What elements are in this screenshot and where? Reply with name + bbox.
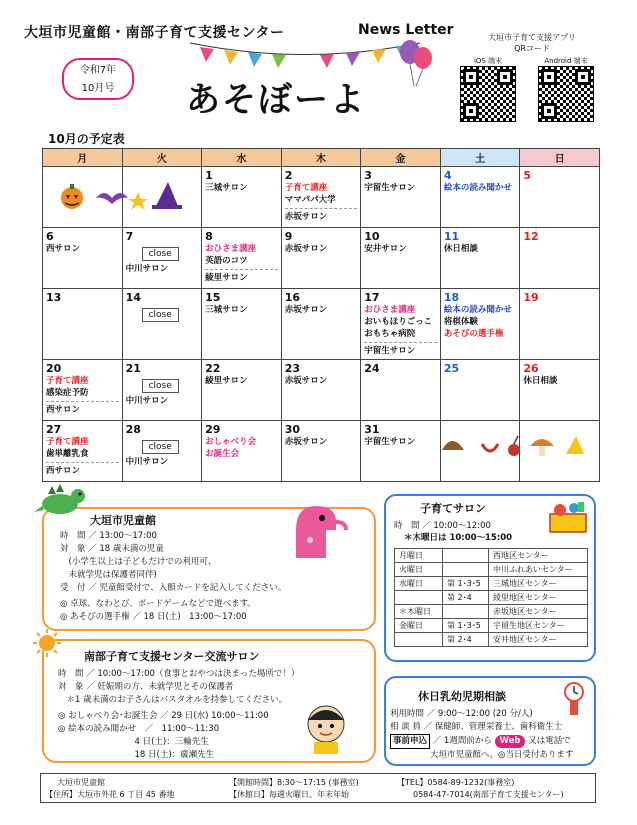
day-number: 20 — [46, 362, 62, 375]
calendar-day-cell — [43, 228, 123, 289]
salon-table-cell: 宇留生地区センター — [489, 619, 588, 633]
closed-badge: close — [142, 247, 179, 261]
calendar-event: 子育て講座 — [284, 183, 328, 193]
day-number: 25 — [443, 362, 460, 375]
apply-badge: 事前申込 — [390, 734, 430, 749]
calendar-event: 西サロン — [46, 405, 81, 415]
calendar-day-cell — [361, 228, 441, 289]
issue-badge — [62, 58, 134, 100]
web-link[interactable]: Web — [495, 735, 526, 748]
calendar-event: おひさま講座 — [205, 244, 257, 254]
calendar-event: あそびの選手権 — [443, 329, 504, 339]
kyujitsu-apply-row — [390, 734, 573, 749]
calendar-day-cell — [520, 228, 600, 289]
weekday-header-row — [43, 149, 600, 167]
calendar-day-cell — [202, 289, 282, 360]
salon-table-cell: 中川ふれあいセンター — [489, 563, 588, 577]
weekday-tue: 火 — [122, 149, 202, 167]
day-number: 27 — [46, 423, 62, 436]
salon-table-cell — [443, 605, 489, 619]
day-number: 22 — [205, 362, 221, 375]
calendar-event: 中川サロン — [125, 264, 169, 274]
kyujitsu-details — [390, 708, 573, 762]
nanbu-line: 時 間 ／ 10:00～17:00（食事とおやつは決まった場所で！） — [58, 669, 300, 679]
salon-table-cell: 月曜日 — [395, 549, 443, 563]
calendar-day-cell — [361, 289, 441, 360]
salon-table-cell: 金曜日 — [395, 619, 443, 633]
halloween-decoration — [56, 178, 186, 212]
salon-table-cell: ＊木曜日 — [395, 605, 443, 619]
calendar-day-cell — [440, 289, 520, 360]
newsletter-title: News Letter — [358, 22, 454, 38]
calendar-event: ママパパ大学 — [284, 195, 336, 205]
calendar-event: 子育て講座 — [46, 376, 89, 386]
calendar-event: 将棋体験 — [443, 317, 478, 327]
qr-code-ios[interactable] — [460, 66, 516, 122]
calendar-day-cell — [281, 360, 361, 421]
sun-icon — [32, 628, 62, 658]
nanbu-line: 4 日(土)：三輪先生 — [58, 737, 209, 747]
day-number: 19 — [523, 291, 539, 304]
calendar-event: おもちゃ病院 — [364, 329, 416, 339]
salon-table-cell: 第 1･3･5 — [443, 619, 489, 633]
calendar-event: 三城サロン — [205, 305, 248, 315]
calendar-day-cell — [43, 289, 123, 360]
calendar-event: 宇留生サロン — [364, 183, 416, 193]
weekday-sun: 日 — [520, 149, 600, 167]
calendar-event: 赤坂サロン — [284, 212, 328, 222]
qr-title: 大垣市子育て支援アプリ — [488, 33, 576, 42]
calendar-day-cell — [122, 228, 202, 289]
jidokan-line: (小学生以上は子どもだけでの利用可、 — [60, 557, 217, 567]
day-number: 10 — [364, 230, 380, 243]
nanbu-title: 南部子育て支援センター交流サロン — [84, 650, 260, 663]
calendar-day-cell — [43, 360, 123, 421]
jidokan-line: 時 間 ／ 13:00～17:00 — [60, 531, 157, 541]
calendar-day-cell — [520, 360, 600, 421]
day-number: 18 — [443, 291, 460, 304]
calendar-day-cell — [361, 167, 441, 228]
pink-dinosaur-icon — [286, 500, 350, 560]
jidokan-line: ◎ あそびの選手権 ／ 18 日(土) 13:00～17:00 — [60, 612, 247, 622]
day-number: 16 — [284, 291, 300, 304]
calendar-day-cell — [202, 167, 282, 228]
salon-table-row — [395, 633, 588, 647]
salon-table-cell: 第 2･4 — [443, 591, 489, 605]
salon-table-cell — [395, 633, 443, 647]
day-number: 1 — [205, 169, 213, 182]
calendar-event: 休日相談 — [523, 376, 558, 386]
calendar-day-cell — [361, 421, 441, 482]
kyujitsu-staff: 相 談 員 ／ 保健師、管理栄養士、歯科衛生士 — [390, 722, 563, 732]
footer — [40, 773, 596, 803]
closed-badge: close — [142, 440, 179, 454]
closed-badge: close — [142, 379, 179, 393]
jidokan-line: 対 象 ／ 18 歳未満の児童 — [60, 544, 164, 554]
calendar-event: おいもほりごっこ — [364, 317, 433, 327]
calendar-event: 中川サロン — [125, 457, 169, 467]
footer-hours: 【開館時間】8:30～17:15 (事務室) — [229, 778, 359, 787]
calendar-day-cell — [122, 289, 202, 360]
newsletter-logo: あそぼーよ — [186, 80, 366, 120]
day-number: 5 — [523, 169, 532, 182]
apply-text-a: ／ 1週間前から — [432, 736, 492, 746]
dinosaur-icon — [32, 482, 88, 518]
day-number: 28 — [125, 423, 141, 436]
calendar-event: 宇留生サロン — [364, 437, 416, 447]
weekday-sat: 土 — [440, 149, 520, 167]
calendar-event: 感染症予防 — [46, 388, 89, 398]
calendar-event: 綾里サロン — [205, 376, 248, 386]
day-number: 14 — [125, 291, 141, 304]
calendar-event: 安井サロン — [364, 244, 407, 254]
salon-table-row — [395, 563, 588, 577]
day-number: 24 — [364, 362, 380, 375]
salon-table-row — [395, 591, 588, 605]
calendar-day-cell — [122, 421, 202, 482]
day-number: 29 — [205, 423, 221, 436]
closed-badge: close — [142, 308, 179, 322]
day-number: 2 — [284, 169, 293, 182]
balloons-icon — [396, 38, 436, 88]
apply-text-b: 又は電話で — [528, 736, 571, 746]
weekday-mon: 月 — [43, 149, 123, 167]
day-number: 15 — [205, 291, 221, 304]
autumn-decoration — [438, 428, 586, 460]
weekday-wed: 水 — [202, 149, 282, 167]
jidokan-line: ◎ 卓球、なわとび、ボードゲームなどで遊べます。 — [60, 599, 256, 609]
salon-table-cell: 第 2･4 — [443, 633, 489, 647]
day-number: 17 — [364, 291, 380, 304]
day-number: 9 — [284, 230, 293, 243]
calendar-day-cell — [122, 360, 202, 421]
day-number: 26 — [523, 362, 539, 375]
calendar-event: 絵本の読み聞かせ — [443, 183, 512, 193]
calendar-day-cell — [281, 421, 361, 482]
calendar-event: 西サロン — [46, 244, 81, 254]
qr-code-android[interactable] — [538, 66, 594, 122]
qr-caption — [472, 32, 592, 54]
calendar-event: 中川サロン — [125, 396, 169, 406]
calendar-day-cell — [43, 421, 123, 482]
child-illustration-icon — [300, 700, 352, 756]
jidokan-line: 受 付 ／ 児童館受付で、入館カードを記入してください。 — [60, 583, 287, 593]
kosodate-salon-title: 子育てサロン — [420, 502, 486, 515]
salon-table-row — [395, 605, 588, 619]
calendar-day-cell — [202, 228, 282, 289]
nanbu-details — [58, 668, 299, 762]
calendar-day-cell — [520, 167, 600, 228]
calendar-event: 赤坂サロン — [284, 376, 328, 386]
salon-table-cell: 三城地区センター — [489, 577, 588, 591]
salon-table-cell: 綾里地区センター — [489, 591, 588, 605]
calendar-week-row — [43, 228, 600, 289]
toy-box-icon — [546, 498, 590, 534]
calendar-event: 英語のコツ — [205, 256, 248, 266]
salon-table-cell — [443, 549, 489, 563]
jidokan-details — [60, 530, 286, 624]
nanbu-line: 18 日(土)：廣瀬先生 — [58, 750, 215, 760]
month-issue-label: 10月号 — [81, 83, 115, 94]
calendar-day-cell — [281, 289, 361, 360]
day-number: 31 — [364, 423, 380, 436]
calendar-day-cell — [281, 167, 361, 228]
calendar-event: 歯単離乳食 — [46, 449, 89, 459]
nanbu-line: ◎ おしゃべり会･お誕生会 ／ 29 日(水) 10:00～11:00 — [58, 711, 269, 721]
footer-closed-days: 【休館日】毎週火曜日、年末年始 — [229, 790, 349, 799]
jidokan-title: 大垣市児童館 — [90, 514, 156, 527]
calendar-event: 綾里サロン — [205, 273, 248, 283]
day-number: 8 — [205, 230, 213, 243]
qr-ios-label: iOS 端末 — [473, 57, 503, 65]
calendar-day-cell — [440, 167, 520, 228]
salon-thursday-note: ＊木曜日は 10:00～15:00 — [404, 533, 513, 543]
salon-time: 時 間 ／ 10:00～12:00 — [394, 521, 491, 531]
footer-tel-1[interactable]: 【TEL】0584-89-1232(事務室) — [397, 778, 515, 787]
salon-table-cell: 安井地区センター — [489, 633, 588, 647]
calendar-day-cell — [281, 228, 361, 289]
bunting-decoration — [180, 38, 430, 72]
day-number: 12 — [523, 230, 539, 243]
calendar-day-cell — [202, 360, 282, 421]
qr-subtitle: QRコード — [514, 44, 550, 53]
calendar-event: 子育て講座 — [46, 437, 89, 447]
calendar-event: おしゃべり会 — [205, 437, 257, 447]
calendar-day-cell — [361, 360, 441, 421]
calendar-event: 絵本の読み聞かせ — [443, 305, 512, 315]
salon-table — [394, 548, 588, 647]
qr-android-label: Android 端末 — [544, 57, 588, 65]
nanbu-line: ◎ 絵本の読み聞かせ ／ 11:00～11:30 — [58, 724, 220, 734]
kyujitsu-title: 休日乳幼児期相談 — [418, 690, 506, 703]
calendar-week-row — [43, 360, 600, 421]
calendar-event: おひさま講座 — [364, 305, 416, 315]
calendar-event: 宇留生サロン — [364, 346, 416, 356]
salon-table-cell — [443, 563, 489, 577]
day-number: 4 — [443, 169, 452, 182]
kyujitsu-hours: 利用時間 ／ 9:00～12:00 (20 分/人) — [390, 709, 533, 719]
weekday-fri: 金 — [361, 149, 441, 167]
era-label: 令和7年 — [79, 65, 117, 76]
calendar-day-cell — [440, 228, 520, 289]
jidokan-line: 未就学児は保護者同伴) — [60, 570, 157, 580]
day-number: 6 — [46, 230, 54, 243]
footer-address: 【住所】大垣市外花 6 丁目 45 番地 — [45, 790, 175, 799]
day-number: 30 — [284, 423, 300, 436]
salon-table-cell: 第 1･3･5 — [443, 577, 489, 591]
salon-table-cell: 水曜日 — [395, 577, 443, 591]
calendar-day-cell — [202, 421, 282, 482]
salon-table-row — [395, 549, 588, 563]
day-number: 13 — [46, 291, 62, 304]
day-number: 7 — [125, 230, 134, 243]
weekday-thu: 木 — [281, 149, 361, 167]
nanbu-line: ＊1 歳未満のお子さんはバスタオルを持参してください。 — [58, 695, 288, 705]
calendar-day-cell — [520, 289, 600, 360]
footer-name: 大垣市児童館 — [57, 778, 105, 787]
calendar-event: 休日相談 — [443, 244, 478, 254]
day-number: 23 — [284, 362, 300, 375]
day-number: 11 — [443, 230, 460, 243]
salon-table-row — [395, 619, 588, 633]
day-number: 21 — [125, 362, 141, 375]
salon-table-cell: 西地区センター — [489, 549, 588, 563]
salon-table-cell — [395, 591, 443, 605]
day-number: 3 — [364, 169, 372, 182]
org-title: 大垣市児童館・南部子育て支援センター — [24, 25, 285, 41]
calendar-day-cell — [440, 360, 520, 421]
apply-text-c: 大垣市児童館へ。◎当日受付あります — [430, 750, 574, 760]
calendar-week-row — [43, 289, 600, 360]
calendar-event: 赤坂サロン — [284, 305, 328, 315]
salon-table-row — [395, 577, 588, 591]
calendar-event: 赤坂サロン — [284, 437, 328, 447]
calendar-event: 西サロン — [46, 466, 81, 476]
calendar-event: 三城サロン — [205, 183, 248, 193]
schedule-title: 10月の予定表 — [48, 132, 125, 146]
salon-table-cell: 赤坂地区センター — [489, 605, 588, 619]
footer-tel-2[interactable]: 0584-47-7014(南部子育て支援センター) — [397, 790, 564, 799]
calendar-event: 赤坂サロン — [284, 244, 328, 254]
salon-table-cell: 火曜日 — [395, 563, 443, 577]
nanbu-line: 対 象 ／ 妊娠期の方、未就学児とその保護者 — [58, 682, 234, 692]
calendar-event: お誕生会 — [205, 449, 240, 459]
